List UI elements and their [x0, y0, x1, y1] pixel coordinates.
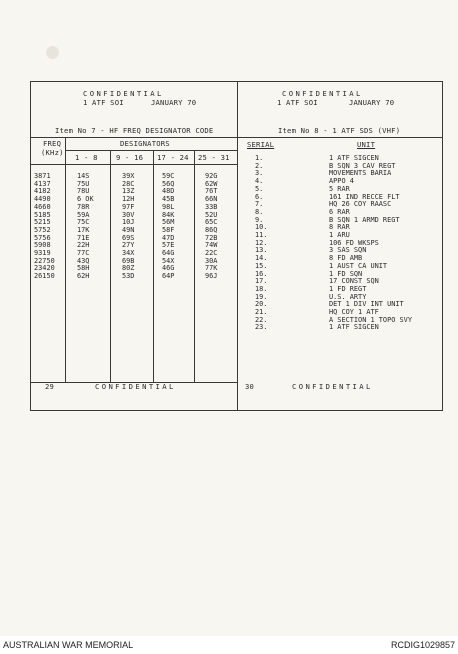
designator-cell: 78U: [77, 187, 90, 196]
designator-cell: 59A: [77, 210, 90, 219]
serial-cell: 7.: [255, 200, 264, 209]
designator-cell: 58H: [77, 264, 90, 273]
designator-cell: 97F: [122, 202, 135, 211]
unit-header: UNIT: [357, 140, 376, 149]
frequency-cell: 22750: [34, 256, 55, 265]
grid-line: [194, 150, 195, 382]
serial-cell: 10.: [255, 223, 268, 232]
frequency-cell: 23420: [34, 264, 55, 273]
unit-cell: 1 ATF SIGCEN: [329, 154, 379, 162]
unit-cell: 1 AUST CA UNIT: [329, 261, 388, 270]
designator-cell: 33B: [205, 202, 218, 211]
frequency-cell: 5908: [34, 241, 51, 250]
designator-cell: 65C: [205, 218, 218, 227]
unit-cell: HQ COY 1 ATF: [329, 308, 379, 317]
unit-cell: B SQN 3 CAV REGT: [329, 161, 396, 170]
serial-cell: 4.: [255, 177, 264, 186]
unit-cell: 17 CONST SQN: [329, 277, 379, 286]
designator-cell: 96J: [205, 272, 218, 281]
designator-cell: 22H: [77, 241, 90, 250]
unit-cell: 3 SAS SQN: [329, 246, 367, 255]
left-soi: 1 ATF SOI: [83, 98, 124, 107]
designator-column-17-24: [162, 173, 174, 281]
unit-cell: 6 RAR: [329, 207, 350, 216]
serial-cell: 17.: [255, 277, 268, 286]
designator-column-25-31: [205, 173, 217, 281]
serial-cell: 3.: [255, 169, 264, 178]
frequency-cell: 4182: [34, 187, 51, 196]
serial-column: [255, 155, 267, 332]
designator-cell: 66N: [205, 195, 218, 204]
designator-cell: 58F: [162, 225, 175, 234]
designator-cell: 22C: [205, 249, 218, 258]
left-date: JANUARY 70: [151, 98, 197, 107]
designator-cell: 47D: [162, 233, 175, 242]
right-footer-classification: CONFIDENTIAL: [292, 382, 373, 391]
right-soi: 1 ATF SOI: [277, 98, 318, 107]
designator-cell: 12H: [122, 195, 135, 204]
designator-cell: 75C: [77, 218, 90, 227]
right-classification: CONFIDENTIAL: [282, 89, 363, 98]
left-item-title: Item No 7 - HF FREQ DESIGNATOR CODE: [55, 126, 214, 135]
range-header: 17 - 24: [157, 153, 189, 162]
serial-cell: 23.: [255, 323, 268, 332]
range-header: 25 - 31: [198, 153, 230, 162]
unit-cell: DET 1 DIV INT UNIT: [329, 300, 404, 309]
frequency-cell: 9319: [34, 249, 51, 258]
grid-line: [65, 137, 66, 382]
left-page-number: 29: [45, 382, 55, 391]
designator-cell: 34X: [122, 249, 135, 258]
unit-cell: 1 FD REGT: [329, 284, 367, 293]
designator-cell: 92G: [205, 172, 218, 180]
serial-cell: 11.: [255, 231, 268, 240]
designator-cell: 76T: [205, 187, 218, 196]
serial-cell: 13.: [255, 246, 268, 255]
serial-cell: 14.: [255, 254, 268, 263]
record-id: RCDIG1029857: [390, 640, 455, 650]
designator-cell: 49N: [122, 225, 135, 234]
serial-cell: 8.: [255, 207, 264, 216]
designator-cell: 30A: [205, 256, 218, 265]
designator-cell: 17K: [77, 225, 90, 234]
serial-cell: 15.: [255, 261, 268, 270]
document-body: [30, 81, 443, 411]
designator-cell: 77C: [77, 249, 90, 258]
designator-cell: 45B: [162, 195, 175, 204]
designator-cell: 62H: [77, 272, 90, 281]
serial-cell: 1.: [255, 154, 264, 162]
serial-cell: 5.: [255, 184, 264, 193]
frequency-cell: 4660: [34, 202, 51, 211]
designator-cell: 78R: [77, 202, 90, 211]
designator-cell: 14S: [77, 172, 90, 180]
designator-cell: 98L: [162, 202, 175, 211]
designator-cell: 80Z: [122, 264, 135, 273]
header-rule: [31, 137, 443, 138]
left-footer-classification: CONFIDENTIAL: [95, 382, 176, 391]
designator-cell: 27Y: [122, 241, 135, 250]
right-page-number: 30: [245, 382, 255, 391]
unit-cell: 1 ATF SIGCEN: [329, 323, 379, 332]
frequency-cell: 5185: [34, 210, 51, 219]
frequency-cell: 5215: [34, 218, 51, 227]
left-classification: CONFIDENTIAL: [83, 89, 164, 98]
punch-hole: [46, 46, 59, 59]
serial-cell: 18.: [255, 284, 268, 293]
designator-cell: 13Z: [122, 187, 135, 196]
designator-cell: 69B: [122, 256, 135, 265]
designator-cell: 30V: [122, 210, 135, 219]
designator-cell: 84K: [162, 210, 175, 219]
frequency-cell: 3871: [34, 172, 51, 180]
designator-cell: 43Q: [77, 256, 90, 265]
designators-header: DESIGNATORS: [120, 139, 170, 148]
designator-cell: 56Q: [162, 179, 175, 188]
designator-cell: 77K: [205, 264, 218, 273]
designator-cell: 6 OK: [77, 195, 94, 204]
serial-cell: 2.: [255, 161, 264, 170]
unit-cell: A SECTION 1 TOPO SVY: [329, 315, 412, 324]
range-header: 1 - 8: [75, 153, 98, 162]
designator-column-9-16: [122, 173, 134, 281]
frequency-cell: 26150: [34, 272, 55, 281]
designator-cell: 52U: [205, 210, 218, 219]
serial-cell: 21.: [255, 308, 268, 317]
grid-line: [31, 164, 237, 165]
archive-footer: [0, 636, 458, 654]
designator-cell: 39X: [122, 172, 135, 180]
unit-cell: 106 FD WKSPS: [329, 238, 379, 247]
unit-cell: U.S. ARTY: [329, 292, 367, 301]
unit-cell: B SQN 1 ARMD REGT: [329, 215, 400, 224]
serial-cell: 16.: [255, 269, 268, 278]
range-header: 9 - 16: [116, 153, 144, 162]
designator-cell: 75U: [77, 179, 90, 188]
serial-cell: 6.: [255, 192, 264, 201]
frequency-cell: 5752: [34, 225, 51, 234]
serial-cell: 12.: [255, 238, 268, 247]
frequency-cell: 4490: [34, 195, 51, 204]
archive-name: AUSTRALIAN WAR MEMORIAL: [3, 640, 134, 650]
grid-line: [110, 150, 111, 382]
designator-cell: 54X: [162, 256, 175, 265]
serial-cell: 19.: [255, 292, 268, 301]
designator-cell: 64G: [162, 249, 175, 258]
frequency-cell: 5756: [34, 233, 51, 242]
right-item-title: Item No 8 - 1 ATF SDS (VHF): [278, 126, 401, 135]
designator-cell: 59C: [162, 172, 175, 180]
designator-cell: 62W: [205, 179, 218, 188]
designator-cell: 28C: [122, 179, 135, 188]
serial-cell: 9.: [255, 215, 264, 224]
freq-header: FREQ: [43, 139, 62, 148]
serial-cell: 20.: [255, 300, 268, 309]
unit-cell: 5 RAR: [329, 184, 350, 193]
unit-cell: 8 RAR: [329, 223, 350, 232]
designator-cell: 48D: [162, 187, 175, 196]
designator-column-1-8: [77, 173, 94, 281]
designator-cell: 71E: [77, 233, 90, 242]
unit-column: [329, 155, 412, 332]
unit-cell: 1 ARU: [329, 231, 350, 240]
designator-cell: 57E: [162, 241, 175, 250]
designator-cell: 10J: [122, 218, 135, 227]
unit-cell: MOVEMENTS BARIA: [329, 169, 392, 178]
designator-cell: 53D: [122, 272, 135, 281]
serial-header: SERIAL: [247, 140, 275, 149]
frequency-cell: 4137: [34, 179, 51, 188]
unit-cell: 8 FD AMB: [329, 254, 363, 263]
unit-cell: 161 IND RECCE FLT: [329, 192, 400, 201]
serial-cell: 22.: [255, 315, 268, 324]
designator-cell: 74W: [205, 241, 218, 250]
unit-cell: HQ 26 COY RAASC: [329, 200, 392, 209]
freq-unit: (KHz): [41, 148, 64, 157]
unit-cell: APPO 4: [329, 177, 354, 186]
designator-cell: 56M: [162, 218, 175, 227]
frequency-column: [34, 173, 55, 281]
designator-cell: 64P: [162, 272, 175, 281]
designator-cell: 86Q: [205, 225, 218, 234]
designator-cell: 72B: [205, 233, 218, 242]
grid-line: [65, 150, 237, 151]
unit-cell: 1 FD SQN: [329, 269, 363, 278]
grid-line: [153, 150, 154, 382]
right-date: JANUARY 70: [349, 98, 395, 107]
designator-cell: 46G: [162, 264, 175, 273]
designator-cell: 69S: [122, 233, 135, 242]
page-divider: [237, 82, 238, 410]
